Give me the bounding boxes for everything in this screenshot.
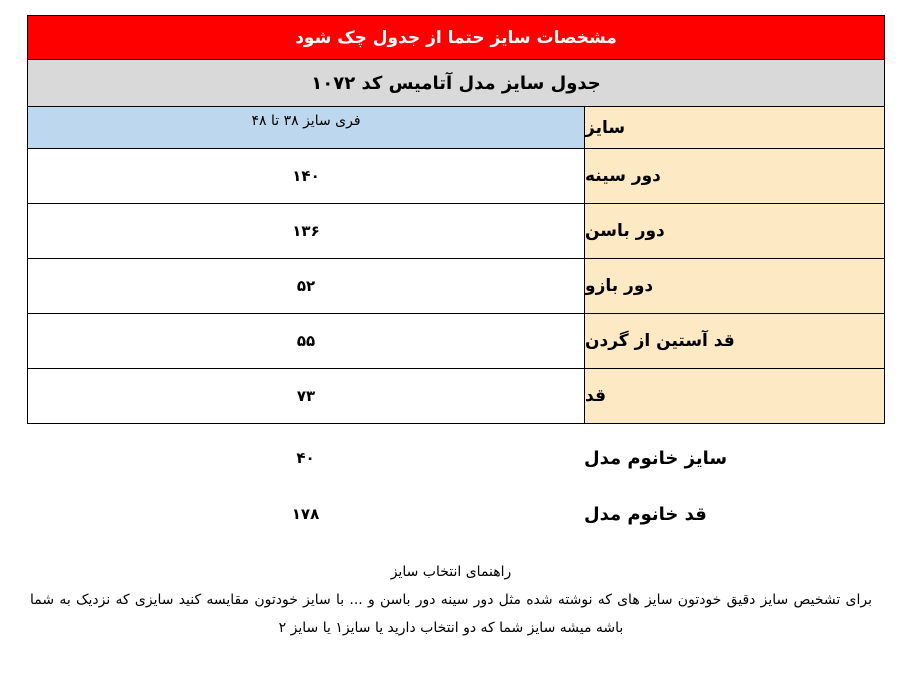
row-value: ۵۵: [296, 332, 316, 350]
size-table: [27, 15, 885, 424]
table-row: [27, 149, 885, 204]
row-label-cell: [585, 314, 884, 368]
size-guide: [20, 558, 882, 642]
row-value-cell: [28, 314, 585, 368]
row-label: قد آستین از گردن: [585, 331, 735, 351]
model-size-row: [27, 433, 885, 483]
row-value: ۵۲: [296, 277, 316, 295]
row-value: ۷۳: [296, 387, 316, 405]
table-header-row: [27, 107, 885, 149]
row-value-cell: [28, 259, 585, 313]
size-guide-title: راهنمای انتخاب سایز: [390, 564, 512, 580]
warning-banner: [27, 15, 885, 60]
row-label-cell: [585, 369, 884, 423]
row-value-cell: [28, 204, 585, 258]
row-value-cell: [28, 149, 585, 203]
row-label: قد: [585, 386, 606, 406]
row-label: دور سینه: [585, 166, 661, 186]
row-value: ۱۴۰: [292, 167, 320, 185]
model-height-label: قد خانوم مدل: [584, 503, 707, 525]
table-row: [27, 259, 885, 314]
header-label-cell: [585, 107, 884, 148]
row-label-cell: [585, 259, 884, 313]
row-value: ۱۳۶: [292, 222, 320, 240]
model-size-value: ۴۰: [296, 449, 315, 467]
model-size-label: سایز خانوم مدل: [584, 447, 728, 469]
table-row: [27, 204, 885, 259]
model-height-value: ۱۷۸: [291, 505, 320, 523]
table-row: [27, 314, 885, 369]
header-value-cell: [28, 107, 585, 148]
row-label-cell: [585, 149, 884, 203]
header-value: فری سایز ۳۸ تا ۴۸: [251, 113, 361, 129]
size-guide-body: برای تشخیص سایز دقیق خودتون سایز های که نوشته شده مثل دور سینه دور باسن و ... با سایز خودتون مقایسه کنید سایزی که نزدیک به شما باشه میشه سایز شما که دو انتخاب دارید یا سایز۱ یا سایز ۲: [30, 592, 872, 636]
table-row: [27, 369, 885, 424]
table-title: جدول سایز مدل آتامیس کد ۱۰۷۲: [311, 72, 601, 94]
table-title-row: [27, 60, 885, 107]
row-label: دور باسن: [585, 221, 665, 241]
header-label: سایز: [585, 117, 626, 138]
model-height-row: [27, 489, 885, 539]
warning-banner-text: مشخصات سایز حتما از جدول چک شود: [295, 27, 617, 48]
row-label-cell: [585, 204, 884, 258]
row-label: دور بازو: [585, 276, 654, 296]
row-value-cell: [28, 369, 585, 423]
